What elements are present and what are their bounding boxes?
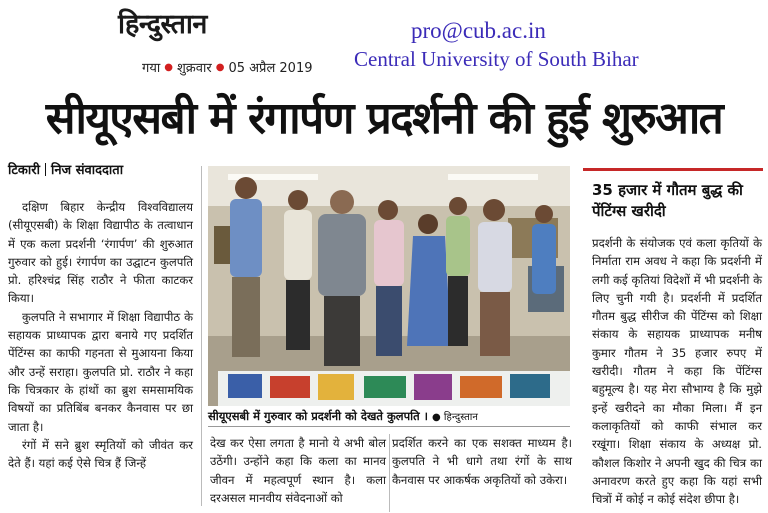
photo-caption [208, 409, 570, 424]
dateline-city: गया [142, 61, 161, 76]
article-paragraph: रंगों में सने ब्रुश स्मृतियों को जीवंत कर देते हैं। यहां कई ऐसे चित्र हैं जिन्हें [8, 437, 193, 471]
column-divider [201, 166, 202, 506]
article-column-2: देख कर ऐसा लगता है मानो ये अभी बोल उठेंगी। उन्होंने कहा कि कला का मानव जीवन में महत्वपूर्ण स्थान है। कला दरअसल मानवीय संवेदनाओं को [210, 436, 386, 505]
contact-email: pro@cub.ac.in [411, 18, 546, 43]
article-paragraph: दक्षिण बिहार केन्द्रीय विश्वविद्यालय (सीयूएसबी) के शिक्षा विद्यापीठ के तत्वाधान में एक कला प्रदर्शनी ‘रंगार्पण’ की शुरुआत गुरुवार को हुई। रंगार्पण का उद्घाटन कुलपति प्रो. हरिश्चंद्र सिंह राठौर ने फीता काटकर किया। [8, 200, 193, 306]
newspaper-masthead: हिन्दुस्तान [118, 9, 207, 40]
contact-organization: Central University of South Bihar [354, 47, 639, 71]
bullet-icon: ● [164, 62, 173, 73]
dateline-day: शुक्रवार [176, 61, 212, 76]
caption-divider [208, 426, 570, 427]
column-divider [389, 434, 390, 512]
article-column-1 [8, 198, 193, 472]
article-byline [8, 160, 123, 178]
byline-separator [45, 163, 46, 176]
dateline-date: 05 अप्रैल 2019 [228, 61, 313, 76]
article-headline: सीयूएसबी में रंगार्पण प्रदर्शनी की हुई शुरुआत [45, 93, 723, 144]
bullet-icon: ● [215, 62, 225, 73]
news-photo [208, 166, 570, 406]
dateline [142, 58, 313, 76]
byline-place: टिकारी [8, 163, 40, 178]
photo-credit: ● हिन्दुस्तान [432, 412, 478, 423]
article-column-3: प्रदर्शित करने का एक सशक्त माध्यम है। कुलपति ने भी धागे तथा रंगों के साथ कैनवास पर आकर्षक अकृतियों को उकेरा। [392, 436, 572, 487]
photo-caption-text: सीयूएसबी में गुरुवार को प्रदर्शनी को देखते कुलपति । [208, 409, 429, 423]
exhibition-photo-illustration [208, 166, 570, 406]
sidebar-accent-rule [583, 168, 763, 171]
article-paragraph: कुलपति ने सभागार में शिक्षा विद्यापीठ के सहायक प्राध्यापक द्वारा बनाये गए प्रदर्शित पेंटिंग्स का काफी गहनता से मुआयना किया और उन्हें सराहा। कुलपति प्रो. राठौर ने कहा कि चित्रकार के हांथों का ब्रुश समसामयिक विषयों का प्रतिबिंब बनकर कैनवास पर छा जाता है। [8, 309, 193, 434]
byline-reporter: निज संवाददाता [50, 163, 124, 178]
sidebar-title: 35 हजार में गौतम बुद्ध की पेंटिंग्स खरीदी [592, 181, 743, 220]
sidebar-body: प्रदर्शनी के संयोजक एवं कला कृतियों के निर्माता राम अवध ने कहा कि प्रदर्शनी में लगी कई कृतियां विदेशों में भी प्रदर्शनी के लिए चुनी गयी है। प्रदर्शनी में प्रदर्शित गौतम बुद्ध सीरीज की पेंटिंग्स को शिक्षा संकाय के सहायक प्राध्यापक मनीष कुमार गौतम ने 35 हजार रुपए में खरीदी। गौतम ने कहा कि पेंटिंग्स बहुमूल्य है। यह मेरा सौभाग्य है कि मुझे इन्हें खरीदने का मौका मिला। मैं इन कलाकृतियों को काफी संभाल कर रखूंगा। शिक्षा संकाय के अध्यक्ष प्रो. कौशल किशोर ने अपनी खुद की चित्र का अनावरण करते हुए कहा कि यहां सभी चित्रों में कोई न कोई संदेश छीपा है। [592, 236, 762, 507]
